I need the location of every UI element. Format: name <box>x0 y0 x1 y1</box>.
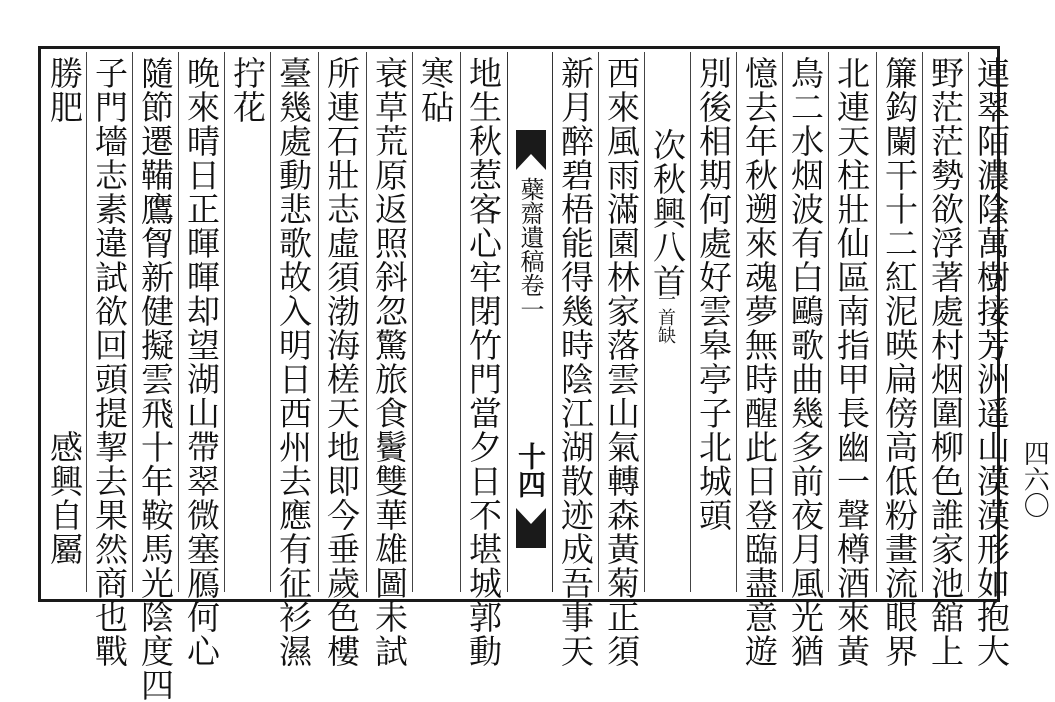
text-column: 衰草荒原返照斜忽驚旅食鬢雙華雄圖未試 <box>370 56 409 668</box>
column-rule <box>86 52 87 592</box>
text-column: 臺幾處動悲歌故入明日西州去應有征衫濕 <box>274 56 313 668</box>
center-strip <box>507 52 553 592</box>
column-rule <box>318 52 319 592</box>
text-column: 所連石壯志虛須渤海槎天地即今垂歲色樓 <box>322 56 361 668</box>
text-column: 北連天柱壯仙區南指甲長幽一聲樽酒來黃 <box>832 56 871 668</box>
column-rule <box>828 52 829 592</box>
text-column: 西來風雨滿園林家落雲山氣轉森黃菊正須 <box>602 56 641 668</box>
column-rule <box>366 52 367 592</box>
text-column: 寒砧 <box>416 56 455 124</box>
text-column: 連翠陌濃陰萬樹接芳洲遥山漠漠形如抱大 <box>972 56 1011 668</box>
text-column: 晚來晴日正暉暉却望湖山帶翠微塞鴈何心 <box>182 56 221 668</box>
column-rule <box>644 52 645 592</box>
column-rule <box>224 52 225 592</box>
column-rule <box>178 52 179 592</box>
column-rule <box>132 52 133 592</box>
small-note: 一首缺 <box>655 290 676 344</box>
column-rule <box>460 52 461 592</box>
column-rule <box>922 52 923 592</box>
column-rule <box>736 52 737 592</box>
book-title: 蘗齋遺稿卷一 <box>516 177 544 321</box>
column-rule <box>412 52 413 592</box>
fishtail-mark-bottom <box>516 508 546 548</box>
folio-number: 四六〇 <box>1019 440 1050 518</box>
column-rule <box>598 52 599 592</box>
column-rule <box>782 52 783 592</box>
column-rule <box>270 52 271 592</box>
text-column: 子門墻志素違試欲回頭提挈去果然商也戰 <box>90 56 129 668</box>
column-rule <box>968 52 969 592</box>
text-column: 別後相期何處好雲皋亭子北城頭 <box>694 56 733 532</box>
fishtail-mark-top <box>516 130 546 170</box>
text-column: 鳥二水烟波有白鷗歌曲幾多前夜月風光猶 <box>786 56 825 668</box>
text-column: 勝肥 <box>45 56 84 124</box>
text-column: 新月醉碧梧能得幾時陰江湖散迹成吾事天 <box>556 56 595 668</box>
text-column: 隨節遷鞴鷹胷新健擬雲飛十年鞍馬光陰度四 <box>136 56 175 702</box>
column-rule <box>690 52 691 592</box>
page-number: 十四 <box>514 442 547 498</box>
text-column: 拧花 <box>228 56 267 124</box>
text-column: 地生秋惹客心牢閉竹門當夕日不堪城郭動 <box>464 56 503 668</box>
column-rule <box>876 52 877 592</box>
text-column-tail: 感興自屬 <box>45 430 84 566</box>
text-column: 簾鈎闌干十二紅泥暎扁傍高低粉畫流眼界 <box>880 56 919 668</box>
text-column: 野茫茫勢欲浮著處村烟圍柳色誰家池舘上 <box>926 56 965 668</box>
poem-title: 次秋興八首 <box>648 128 687 298</box>
text-column: 憶去年秋遡來魂夢無時醒此日登臨盡意遊 <box>740 56 779 668</box>
